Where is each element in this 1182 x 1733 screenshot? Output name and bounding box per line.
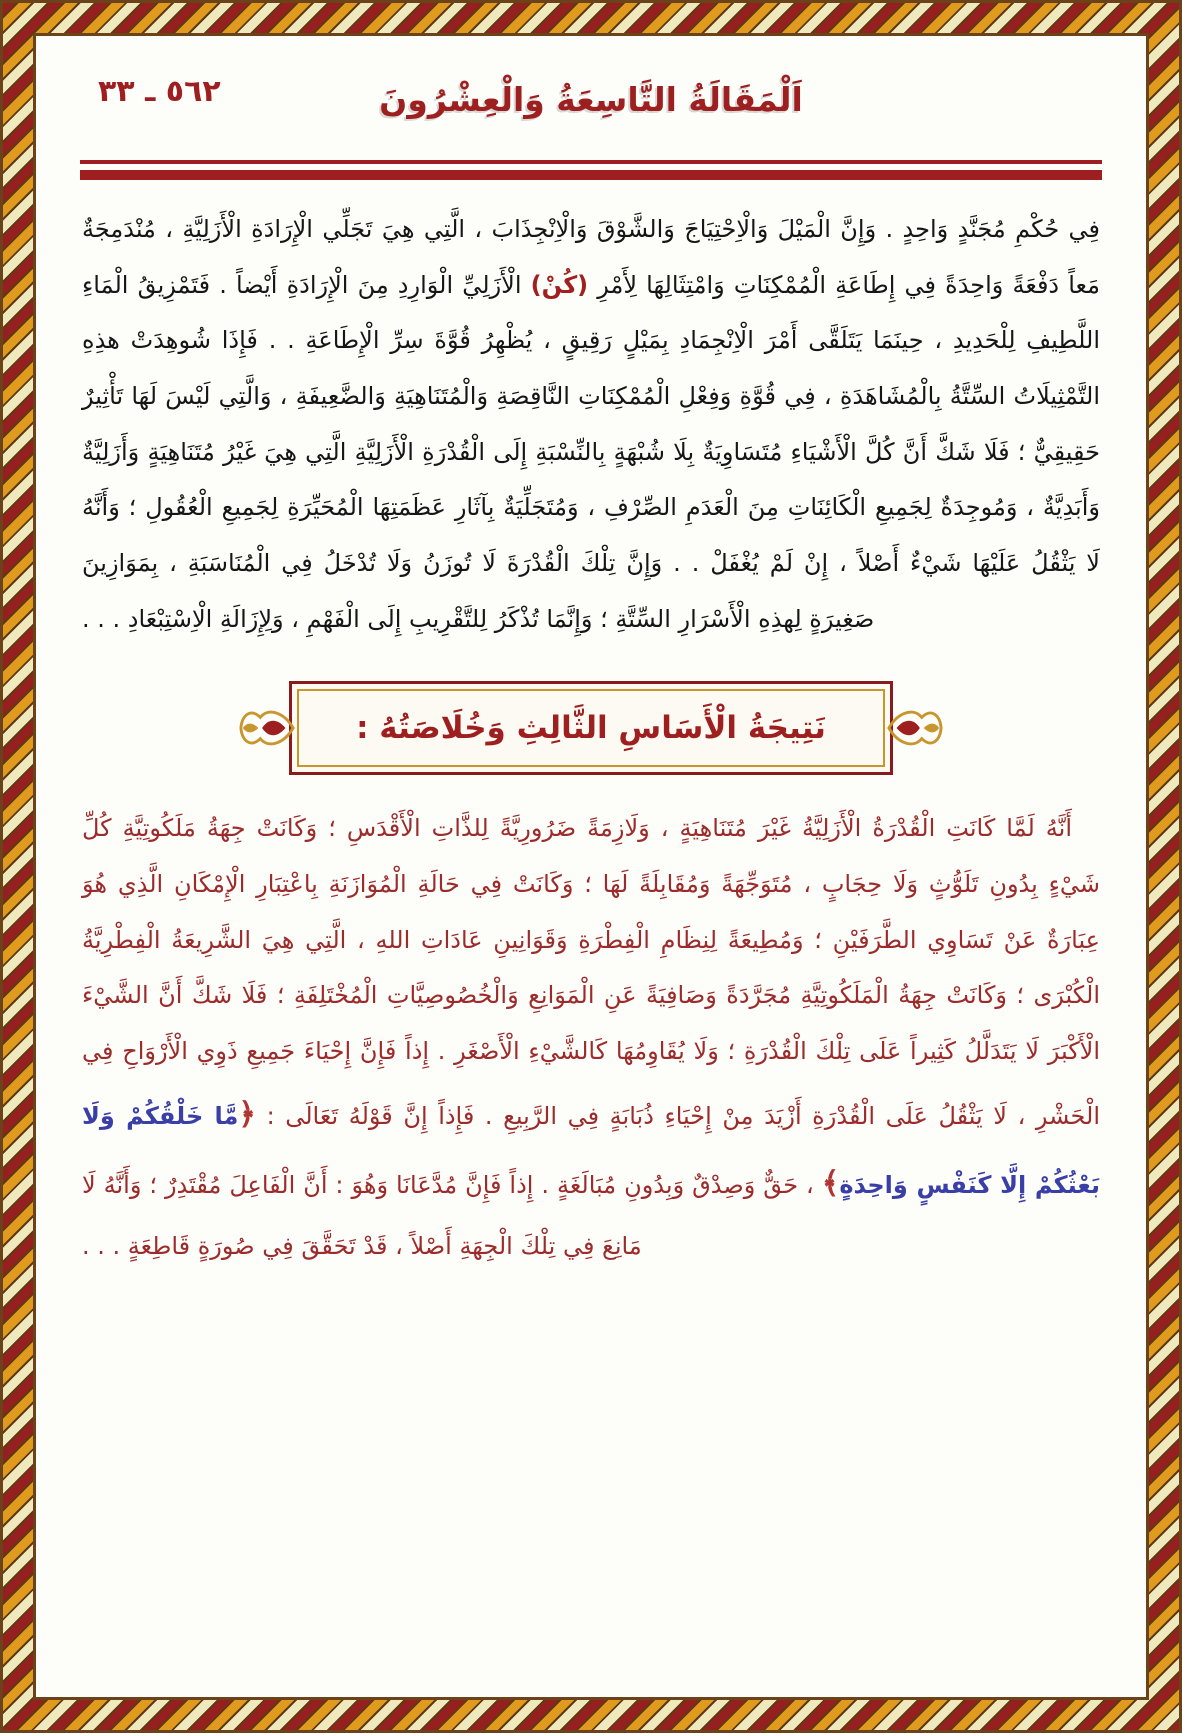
quran-verse: مَّا خَلْقُكُمْ وَلَا بَعْثُكُمْ إِلَّا كَنَفْسٍ وَاحِدَةٍ (82, 1101, 1100, 1200)
paragraph1-text-after-kun: الْأَزَلِيِّ الْوَارِدِ مِنَ الْإِرَادَةِ أَيْضاً . فَتَمْزِيقُ الْمَاءِ اللَّطِيفِ لِلْحَدِيدِ ، حِينَمَا يَتَلَقَّى أَمْرَ الْاِنْجِمَادِ بِمَيْلٍ رَقِيقٍ ، يُظْهِرُ قُوَّةَ سِرِّ الْإِطَاعَةِ . . فَإِذَا شُوهِدَتْ هذِهِ التَّمْثِيلَاتُ السِّتَّةُ بِالْمُشَاهَدَةِ ، فِي قُوَّةِ وَفِعْلِ الْمُمْكِنَاتِ النَّاقِصَةِ وَالْمُتَنَاهِيَةِ وَالضَّعِيفَةِ ، وَالَّتِي لَيْسَ لَهَا تَأْثِيرٌ حَقِيقِيٌّ ؛ فَلَا شَكَّ أَنَّ كُلَّ الْأَشْيَاءِ مُتَسَاوِيَةٌ بِلَا شُبْهَةٍ بِالنِّسْبَةِ إِلَى الْقُدْرَةِ الْأَزَلِيَّةِ الَّتِي هِيَ غَيْرُ مُتَنَاهِيَةٍ وَأَزَلِيَّةٌ وَأَبَدِيَّةٌ ، وَمُوجِدَةٌ لِجَمِيعِ الْكَائِنَاتِ مِنَ الْعَدَمِ الصِّرْفِ ، وَمُتَجَلِّيَةٌ بِآثَارِ عَظَمَتِهَا الْمُحَيِّرَةِ لِجَمِيعِ الْعُقُولِ ؛ وَأَنَّهُ لَا يَثْقُلُ عَلَيْهَا شَيْءٌ أَصْلاً ، إِنْ لَمْ يُغْفَلْ . . وَإِنَّ تِلْكَ الْقُدْرَةَ لَا تُوزَنُ وَلَا تُدْخَلُ فِي الْمُنَاسَبَةِ ، بِمَوَازِينَ صَغِيرَةٍ لِهذِهِ الْأَسْرَارِ السِّتَّةِ ؛ وَإِنَّمَا تُذْكَرُ لِلتَّقْرِيبِ إِلَى الْفَهْمِ ، وَلِإِزَالَةِ الْاِسْتِبْعَادِ . . . (82, 270, 1100, 633)
verse-bracket-open: ﴿ (238, 1096, 256, 1132)
header-double-rule (80, 160, 1102, 180)
paragraph2-text-after-verse: ، حَقٌّ وَصِدْقٌ وَبِدُونِ مُبَالَغَةٍ . إِذاً فَإِنَّ مُدَّعَانَا وَهُوَ : أَنَّ الْفَاعِلَ مُقْتَدِرٌ ؛ وَأَنَّهُ لَا مَانِعَ فِي تِلْكَ الْجِهَةِ أَصْلاً ، قَدْ تَحَقَّقَ فِي صُورَةٍ قَاطِعَةٍ . . . (82, 1171, 822, 1260)
page-title: اَلْمَقَالَةُ التَّاسِعَةُ وَالْعِشْرُونَ (379, 80, 803, 119)
body-paragraph-1 (82, 202, 1100, 647)
floral-ornament-left (239, 705, 297, 751)
section-heading-text: نَتِيجَةُ الْأَسَاسِ الثَّالِثِ وَخُلَاصَتُهُ : (356, 710, 826, 747)
paragraph1-text-before-kun: فِي حُكْمِ مُجَنَّدٍ وَاحِدٍ . وَإِنَّ الْمَيْلَ وَالْاِحْتِيَاجَ وَالشَّوْقَ وَالْاِنْجِذَابَ ، الَّتِي هِيَ تَجَلِّي الْإِرَادَةِ الْأَزَلِيَّةِ ، مُنْدَمِجَةٌ مَعاً دَفْعَةً وَاحِدَةً فِي إِطَاعَةِ الْمُمْكِنَاتِ وَامْتِثَالِهَا لِأَمْرِ (82, 215, 1100, 299)
page-header (80, 44, 1102, 156)
section-heading-box (289, 681, 893, 775)
page-content (33, 33, 1149, 1700)
kun-command-word: (كُنْ) (530, 270, 589, 299)
conclusion-paragraph (82, 801, 1100, 1274)
verse-bracket-close: ﴾ (821, 1166, 840, 1202)
section-heading-wrap (289, 681, 893, 775)
floral-ornament-right (885, 705, 943, 751)
page-number: ٥٦٢ ـ ٣٣ (98, 74, 221, 109)
paragraph2-text-before-verse: أَنَّهُ لَمَّا كَانَتِ الْقُدْرَةُ الْأَزَلِيَّةُ غَيْرَ مُتَنَاهِيَةٍ ، وَلَازِمَةً ضَرُورِيَّةً لِلذَّاتِ الْأَقْدَسِ ؛ وَكَانَتْ جِهَةُ مَلَكُوتِيَّةِ كُلِّ شَيْءٍ بِدُونِ تَلَوُّثٍ وَلَا حِجَابٍ ، مُتَوَجِّهَةً وَمُقَابِلَةً لَهَا ؛ وَكَانَتْ فِي حَالَةِ الْمُوَازَنَةِ بِاعْتِبَارِ الْإِمْكَانِ الَّذِي هُوَ عِبَارَةٌ عَنْ تَسَاوِي الطَّرَفَيْنِ ؛ وَمُطِيعَةً لِنِظَامِ الْفِطْرَةِ وَقَوَانِينِ عَادَاتِ اللهِ ، الَّتِي هِيَ الشَّرِيعَةُ الْفِطْرِيَّةُ الْكُبْرَى ؛ وَكَانَتْ جِهَةُ الْمَلَكُوتِيَّةِ مُجَرَّدَةً وَصَافِيَةً عَنِ الْمَوَانِعِ وَالْخُصُوصِيَّاتِ الْمُخْتَلِفَةِ ؛ فَلَا شَكَّ أَنَّ الشَّيْءَ الْأَكْبَرَ لَا يَتَدَلَّلُ كَثِيراً عَلَى تِلْكَ الْقُدْرَةِ ؛ وَلَا يُقَاوِمُهَا كَالشَّيْءِ الْأَصْغَرِ . إِذاً فَإِنَّ إِحْيَاءَ جَمِيعِ ذَوِي الْأَرْوَاحِ فِي الْحَشْرِ ، لَا يَثْقُلُ عَلَى الْقُدْرَةِ أَزْيَدَ مِنْ إِحْيَاءِ ذُبَابَةٍ فِي الرَّبِيعِ . فَإِذاً إِنَّ قَوْلَهُ تَعَالَى : (82, 814, 1101, 1130)
